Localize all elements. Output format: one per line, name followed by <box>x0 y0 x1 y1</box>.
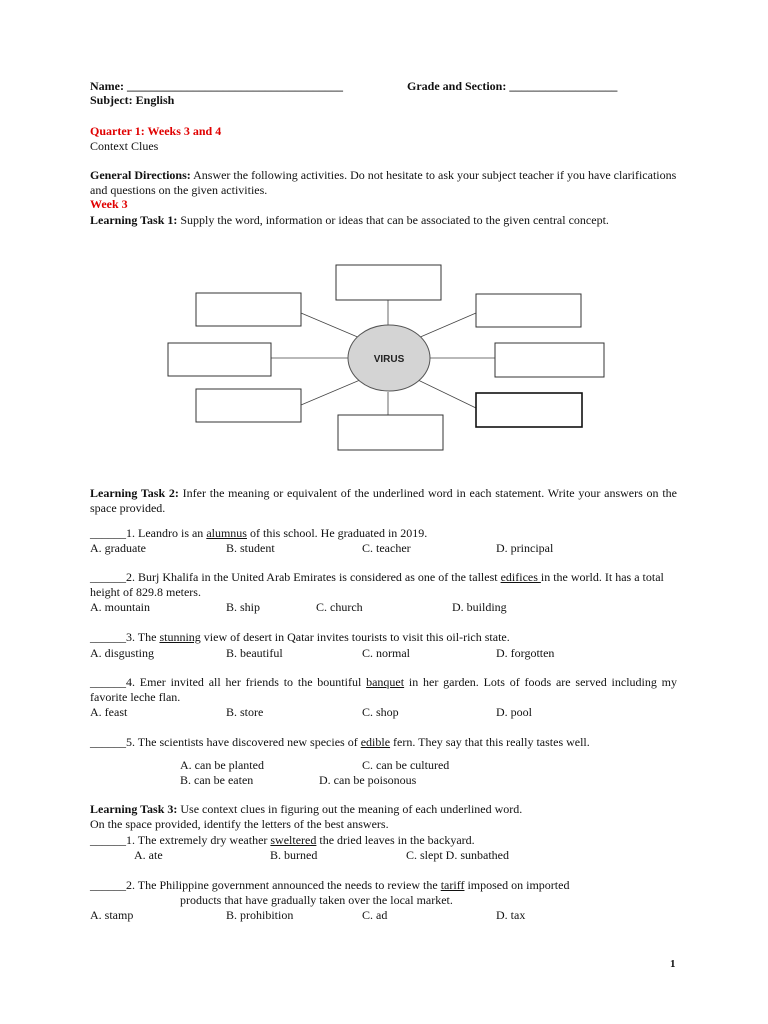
item-text: the dried leaves in the backyard. <box>316 833 475 847</box>
connector-lower-left <box>301 380 360 405</box>
task1-label: Learning Task 1: <box>90 213 178 227</box>
answer-box-top[interactable] <box>336 265 441 300</box>
underlined-word: banquet <box>366 675 405 689</box>
connector-upper-left <box>301 313 360 338</box>
task2-item-3 <box>90 630 510 645</box>
option-d: D. can be poisonous <box>319 773 417 787</box>
task2-label: Learning Task 2: <box>90 486 179 500</box>
option-a: A. disgusting <box>90 646 155 660</box>
task3-instructions <box>90 802 522 817</box>
answer-box-upper-left[interactable] <box>196 293 301 326</box>
item-text: in the world. It has a total height of 829.8 meters. <box>90 570 664 599</box>
item-text: 4. Emer invited all her friends to the bountiful <box>126 675 367 689</box>
option-a: A. ate <box>134 848 163 862</box>
item-text: of this school. He graduated in 2019. <box>246 526 428 540</box>
central-concept-label: VIRUS <box>373 354 405 365</box>
item-text: 1. Leandro is an <box>126 526 207 540</box>
name-label: Name: <box>90 79 124 93</box>
option-a: A. feast <box>90 705 128 719</box>
option-b: B. store <box>226 705 264 719</box>
subject-line: Subject: English <box>90 93 175 107</box>
task3-label: Learning Task 3: <box>90 802 178 816</box>
topic-title: Context Clues <box>90 139 159 153</box>
underlined-word: stunning <box>159 630 201 644</box>
answer-box-left[interactable] <box>168 343 271 376</box>
grade-blank[interactable]: __________________ <box>509 79 618 93</box>
quarter-heading: Quarter 1: Weeks 3 and 4 <box>90 124 222 138</box>
answer-blank[interactable]: ______ <box>90 630 126 644</box>
page-number: 1 <box>670 958 676 970</box>
directions-text: Answer the following activities. Do not hesitate to ask your subject teacher if you have clarifications and questions on the given activities. <box>90 168 677 197</box>
item-text: fern. They say that this really tastes well. <box>390 735 590 749</box>
option-a: A. stamp <box>90 908 134 922</box>
connector-lower-right <box>418 380 476 408</box>
task2-item-5 <box>90 735 590 750</box>
option-b: B. student <box>226 541 275 555</box>
option-d: D. tax <box>496 908 526 922</box>
answer-blank[interactable]: ______ <box>90 833 126 847</box>
answer-blank[interactable]: ______ <box>90 675 126 689</box>
option-b: B. ship <box>226 600 261 614</box>
item-text: 1. The extremely dry weather <box>126 833 271 847</box>
answer-blank[interactable]: ______ <box>90 526 126 540</box>
answer-blank[interactable]: ______ <box>90 878 126 892</box>
underlined-word: edible <box>360 735 391 749</box>
item-text: 5. The scientists have discovered new species of <box>126 735 361 749</box>
item-text: view of desert in Qatar invites tourists to visit this oil-rich state. <box>200 630 510 644</box>
option-d: D. pool <box>496 705 532 719</box>
option-b: B. beautiful <box>226 646 283 660</box>
item-text: 2. Burj Khalifa in the United Arab Emirates is considered as one of the tallest <box>126 570 501 584</box>
task3-item-2 <box>90 878 677 893</box>
answer-blank[interactable]: ______ <box>90 735 126 749</box>
task3-item-1 <box>90 833 475 848</box>
task2-item-4 <box>90 675 677 705</box>
task2-item-2 <box>90 570 680 600</box>
answer-box-bottom[interactable] <box>338 415 443 450</box>
task2-item-1 <box>90 526 427 541</box>
task2-text: Infer the meaning or equivalent of the underlined word in each statement. Write your answers on the space provided. <box>90 486 677 515</box>
option-a: A. graduate <box>90 541 146 555</box>
option-c: C. church <box>316 600 363 614</box>
task3-item-2-line2: products that have gradually taken over the local market. <box>180 893 453 907</box>
task3-text: Use context clues in figuring out the meaning of each underlined word. <box>177 802 523 816</box>
option-d: D. forgotten <box>496 646 555 660</box>
task1-text: Supply the word, information or ideas that can be associated to the given central concept. <box>177 213 609 227</box>
option-d: D. building <box>452 600 507 614</box>
item-text: 3. The <box>126 630 160 644</box>
task2-instructions <box>90 486 677 516</box>
answer-box-upper-right[interactable] <box>476 294 581 327</box>
option-a: A. can be planted <box>180 758 264 772</box>
answer-box-lower-left[interactable] <box>196 389 301 422</box>
underlined-word: sweltered <box>270 833 317 847</box>
option-c: C. can be cultured <box>362 758 450 772</box>
answer-box-right[interactable] <box>495 343 604 377</box>
underlined-word: edifices <box>500 570 541 584</box>
item-text: 2. The Philippine government announced the needs to review the <box>126 878 441 892</box>
name-blank[interactable]: ____________________________________ <box>126 79 343 93</box>
week-heading: Week 3 <box>90 197 128 211</box>
option-d: D. principal <box>496 541 554 555</box>
option-a: A. mountain <box>90 600 150 614</box>
option-c: C. shop <box>362 705 399 719</box>
underlined-word: tariff <box>440 878 465 892</box>
option-c: C. ad <box>362 908 388 922</box>
grade-label: Grade and Section: <box>407 79 507 93</box>
answer-blank[interactable]: ______ <box>90 570 126 584</box>
option-c-d: C. slept D. sunbathed <box>406 848 509 862</box>
option-c: C. teacher <box>362 541 411 555</box>
underlined-word: alumnus <box>206 526 247 540</box>
task3-instructions-line2: On the space provided, identify the letters of the best answers. <box>90 817 389 831</box>
option-c: C. normal <box>362 646 410 660</box>
directions-label: General Directions: <box>90 168 191 182</box>
item-text: imposed on imported <box>464 878 570 892</box>
option-b: B. burned <box>270 848 318 862</box>
option-b: B. can be eaten <box>180 773 254 787</box>
option-b: B. prohibition <box>226 908 294 922</box>
answer-box-lower-right[interactable] <box>476 393 582 427</box>
item-text: in her garden. Lots of foods are served including my favorite leche flan. <box>90 675 677 704</box>
connector-upper-right <box>418 313 476 338</box>
